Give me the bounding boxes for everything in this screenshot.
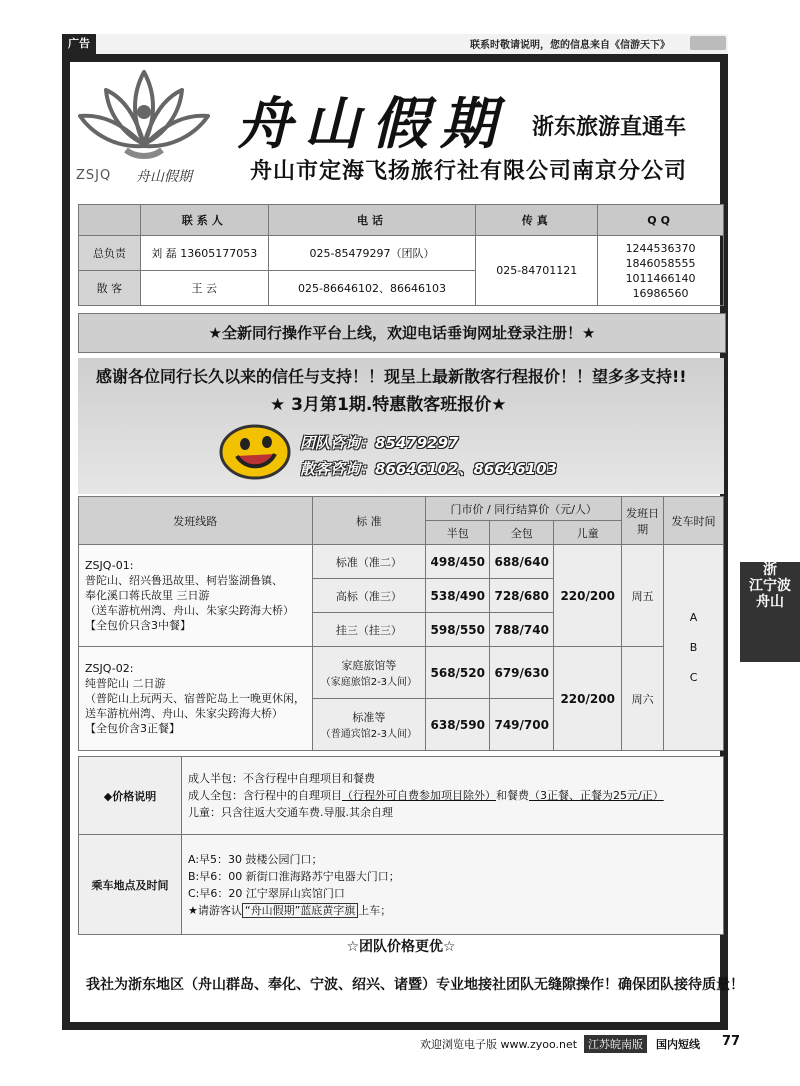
header-depart: 发车时间 — [664, 497, 724, 545]
half-price: 568/520 — [426, 647, 490, 699]
standard-cell: 挂三（挂三） — [312, 613, 426, 647]
full-price: 728/680 — [490, 579, 554, 613]
header-phone: 电话 — [268, 205, 476, 236]
logo-chinese: 舟山假期 — [136, 169, 192, 185]
note-line: 儿童：只含往返大交通车费.导服.其余自理 — [188, 806, 393, 819]
side-tab-text: 浙 — [763, 562, 777, 578]
header-child: 儿童 — [554, 521, 622, 545]
route-code: ZSJQ-02: — [85, 662, 134, 675]
header-full: 全包 — [490, 521, 554, 545]
route-meal-note: 【全包价只含3中餐】 — [85, 619, 191, 632]
pickup-row — [79, 835, 724, 935]
contact-role: 散 客 — [79, 271, 141, 306]
route-description — [79, 647, 313, 751]
header-date: 发班日期 — [622, 497, 664, 545]
child-price: 220/200 — [554, 647, 622, 751]
region-side-tab — [740, 562, 800, 662]
full-price: 788/740 — [490, 613, 554, 647]
ad-tag: 广告 — [62, 34, 96, 54]
logo-code: ZSJQ — [76, 168, 112, 183]
departure-date: 周六 — [622, 647, 664, 751]
footer-website: 欢迎浏览电子版 www.zyoo.net — [420, 1038, 578, 1051]
brand-subtitle: 浙东旅游直通车 — [532, 115, 687, 140]
note-text: 成人全包：含行程中的自理项目 — [188, 789, 342, 802]
header-fax: 传真 — [476, 205, 598, 236]
contact-header-row — [79, 205, 724, 236]
footer-section: 国内短线 — [656, 1038, 700, 1051]
team-hotline: 团队咨询：85479297 — [300, 434, 459, 452]
source-note: 联系时敬请说明，您的信息来自《信游天下》 — [470, 40, 670, 51]
publication-logo-icon — [690, 36, 726, 50]
thanks-text: 感谢各位同行长久以来的信任与支持！！现呈上最新散客行程报价！！望多多支持!! — [96, 367, 687, 386]
pickup-point: B:早6：00 新街口淮海路苏宁电器大门口； — [188, 869, 400, 883]
flag-text: “舟山假期”蓝底黄字旗 — [242, 903, 358, 918]
company-name: 舟山市定海飞扬旅行社有限公司南京分公司 — [250, 159, 688, 184]
half-price: 598/550 — [426, 613, 490, 647]
header-standard: 标 准 — [312, 497, 426, 545]
page-number: 77 — [722, 1034, 741, 1049]
price-notes-row — [79, 757, 724, 835]
child-price: 220/200 — [554, 545, 622, 647]
special-offer-title: ★ 3月第1期.特惠散客班报价★ — [270, 395, 507, 415]
route-code: ZSJQ-01: — [85, 559, 134, 572]
footer-edition: 江苏皖南版 — [584, 1035, 647, 1053]
pickup-point: C:早6：20 江宁翠屏山宾馆门口 — [188, 886, 345, 900]
price-notes — [182, 757, 724, 835]
table-row — [79, 647, 724, 699]
contact-table — [78, 204, 724, 306]
qq-number: 1244536370 — [625, 241, 696, 255]
table-row — [79, 545, 724, 579]
route-line: 奉化溪口蒋氏故里 三日游 — [85, 589, 210, 602]
side-tab-text: 舟山 — [756, 594, 784, 610]
side-tab-text: 江宁波 — [749, 578, 791, 594]
contact-phone: 025-86646102、86646103 — [268, 271, 476, 306]
full-price: 679/630 — [490, 647, 554, 699]
note-text: 上车； — [358, 903, 392, 917]
route-line: 纯普陀山 二日游 — [85, 677, 166, 690]
header-qq: QQ — [598, 205, 724, 236]
pickup-details — [182, 835, 724, 935]
team-description: 我社为浙东地区（舟山群岛、奉化、宁波、绍兴、诸暨）专业地接社团队无缝隙操作！确保团队接待质量！ — [86, 977, 744, 993]
note-text: 和餐费 — [496, 789, 529, 802]
smiley-face-icon — [215, 420, 295, 480]
standard-cell — [312, 699, 426, 751]
contact-fax: 025-84701121 — [476, 236, 598, 306]
brand-title: 舟山假期 — [236, 91, 508, 157]
contact-person: 刘 磊 13605177053 — [140, 236, 268, 271]
header-price-group: 门市价 / 同行结算价（元/人） — [426, 497, 622, 521]
route-line: 普陀山、绍兴鲁迅故里、柯岩鉴湖鲁镇、 — [85, 574, 283, 587]
departure-codes — [664, 545, 724, 751]
contact-role: 总负责 — [79, 236, 141, 271]
departure-date: 周五 — [622, 545, 664, 647]
standard-name: 标准等 — [352, 711, 386, 724]
route-meal-note: 【全包价含3正餐】 — [85, 722, 180, 735]
route-description — [79, 545, 313, 647]
contact-row — [79, 236, 724, 271]
standard-cell — [312, 647, 426, 699]
standard-detail: （普通宾馆2-3人间） — [320, 729, 418, 740]
header-contact: 联系人 — [140, 205, 268, 236]
half-price: 498/450 — [426, 545, 490, 579]
note-text: （行程外可自费参加项目除外） — [342, 789, 496, 802]
header-blank — [79, 205, 141, 236]
header-route: 发班线路 — [79, 497, 313, 545]
qq-number: 16986560 — [632, 286, 689, 300]
half-price: 538/490 — [426, 579, 490, 613]
notes-table — [78, 756, 724, 935]
qq-number: 1846058555 — [625, 256, 696, 270]
full-price: 749/700 — [490, 699, 554, 751]
retail-hotline: 散客咨询：86646102、86646103 — [300, 460, 557, 478]
depart-code: C — [689, 670, 698, 684]
contact-qq-list — [598, 236, 724, 306]
depart-code: A — [689, 610, 698, 624]
route-line: （普陀山上玩两天、宿普陀岛上一晚更休闲，送车游杭州湾、舟山、朱家尖跨海大桥） — [85, 692, 305, 720]
lotus-logo-icon — [72, 64, 216, 180]
team-price-title: ☆团队价格更优☆ — [346, 939, 456, 955]
standard-cell: 标准（准二） — [312, 545, 426, 579]
depart-code: B — [689, 640, 698, 654]
qq-number: 1011466140 — [625, 271, 696, 285]
platform-slogan: ★全新同行操作平台上线，欢迎电话垂询网址登录注册！★ — [78, 313, 726, 353]
note-text: （3正餐、正餐为25元/正） — [529, 789, 664, 802]
price-table — [78, 496, 724, 751]
price-notes-label: ◆价格说明 — [79, 757, 182, 835]
note-line: 成人半包：不含行程中自理项目和餐费 — [188, 772, 375, 785]
full-price: 688/640 — [490, 545, 554, 579]
half-price: 638/590 — [426, 699, 490, 751]
price-header-row — [79, 497, 724, 521]
pickup-point: A:早5：30 鼓楼公园门口； — [188, 852, 323, 866]
note-line — [188, 787, 717, 804]
contact-phone: 025-85479297（团队） — [268, 236, 476, 271]
pickup-note — [188, 902, 717, 919]
note-text: ★请游客认 — [188, 903, 242, 917]
header-half: 半包 — [426, 521, 490, 545]
route-line: （送车游杭州湾、舟山、朱家尖跨海大桥） — [85, 604, 294, 617]
standard-name: 家庭旅馆等 — [341, 659, 397, 672]
contact-person: 王 云 — [140, 271, 268, 306]
standard-cell: 高标（准三） — [312, 579, 426, 613]
pickup-label: 乘车地点及时间 — [79, 835, 182, 935]
standard-detail: （家庭旅馆2-3人间） — [320, 677, 418, 688]
